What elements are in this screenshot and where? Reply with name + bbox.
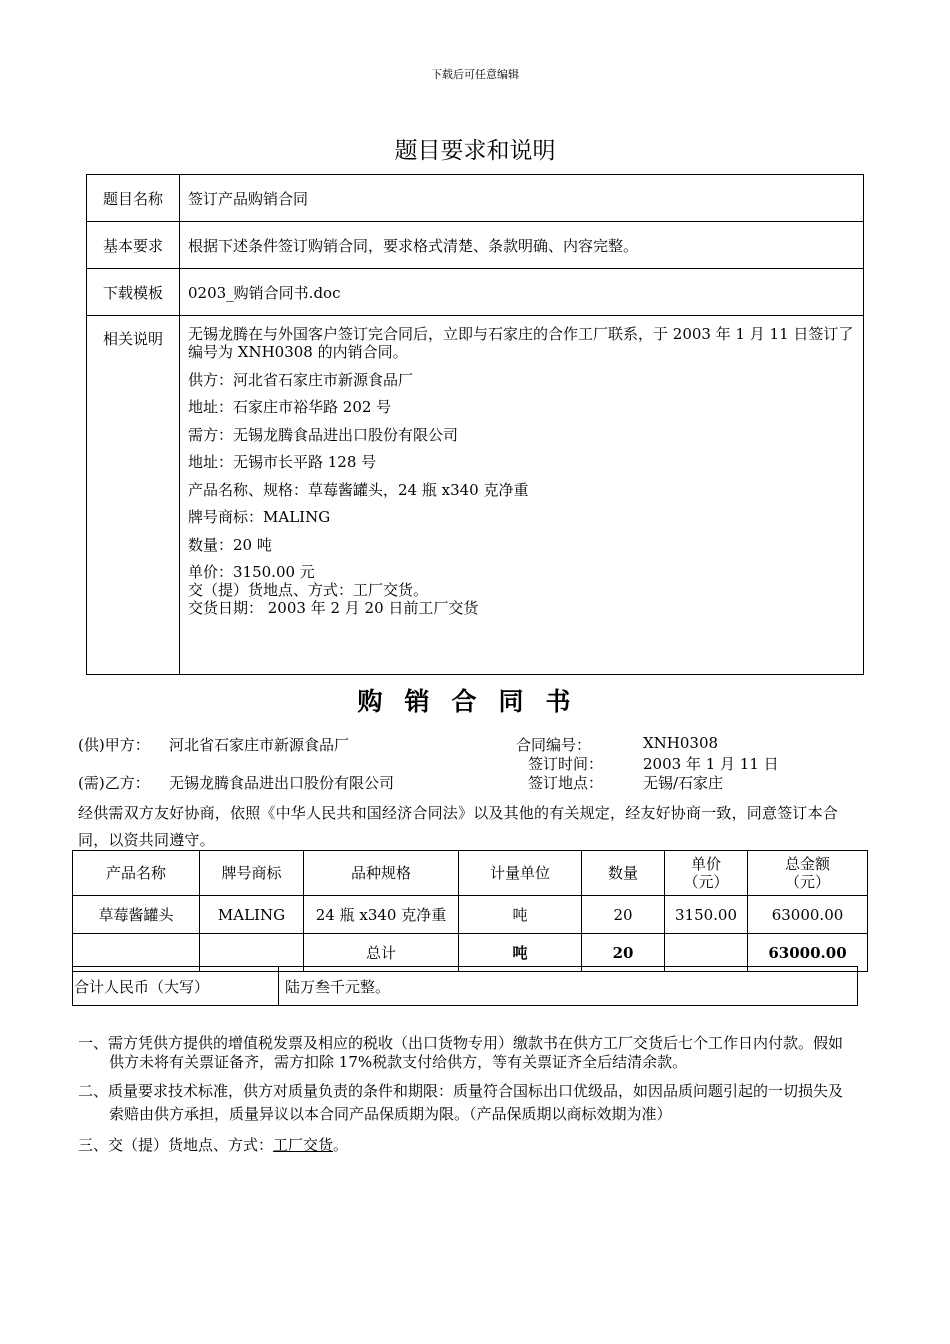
- sign-place: 无锡/石家庄: [643, 774, 724, 792]
- note-line: 地址：石家庄市裕华路 202 号: [188, 398, 392, 416]
- note-line: 数量：20 吨: [188, 535, 272, 554]
- row-key: 下载模板: [87, 269, 180, 316]
- table-header-row: [73, 851, 868, 896]
- table-row: [87, 316, 864, 675]
- header-cell: 总金额 （元）: [748, 851, 868, 896]
- note-line: 单价：3150.00 元: [188, 563, 315, 581]
- contract-intro: 经供需双方友好协商，依照《中华人民共和国经济合同法》以及其他的有关规定，经友好协商一致，同意签订本合同，以资共同遵守。: [78, 804, 839, 849]
- party-b-label: (需)乙方：: [78, 774, 150, 792]
- rmb-total-table: [72, 966, 858, 1006]
- row-key: 基本要求: [87, 222, 180, 269]
- table-cell: MALING: [200, 896, 304, 934]
- term-3-prefix: 三、交（提）货地点、方式：: [78, 1136, 274, 1154]
- term-3-suffix: 。: [333, 1136, 349, 1154]
- row-value: 根据下述条件签订购销合同，要求格式清楚、条款明确、内容完整。: [180, 222, 864, 269]
- row-key: 相关说明: [87, 316, 180, 675]
- table-row: [87, 222, 864, 269]
- note-line: 需方：无锡龙腾食品进出口股份有限公司: [188, 425, 459, 444]
- table-cell: 63000.00: [748, 896, 868, 934]
- header-cell: 产品名称: [73, 851, 200, 896]
- sign-place-label: 签订地点：: [528, 774, 604, 792]
- party-a-label: (供)甲方：: [78, 736, 150, 754]
- contract-no-label: 合同编号：: [516, 736, 592, 754]
- note-line: 供方：河北省石家庄市新源食品厂: [188, 370, 414, 389]
- table-cell: 3150.00: [665, 896, 748, 934]
- notes-cell: [180, 316, 864, 675]
- table-row: [73, 967, 858, 1006]
- term-item: 二、质量要求技术标准，供方对质量负责的条件和期限：质量符合国标出口优级品，如因品质问题引起的一切损失及索赔由供方承担，质量异议以本合同产品保质期为限。（产品保质期以商标效期为准）: [78, 1082, 844, 1123]
- row-value: 签订产品购销合同: [180, 175, 864, 222]
- header-cell: 品种规格: [304, 851, 459, 896]
- sign-date-label: 签订时间：: [528, 755, 604, 773]
- sign-date: 2003 年 1 月 11 日: [643, 755, 779, 773]
- party-a-name: 河北省石家庄市新源食品厂: [169, 736, 350, 754]
- product-table: [72, 850, 868, 972]
- note-line: 地址：无锡市长平路 128 号: [188, 453, 377, 471]
- header-cell: 计量单位: [459, 851, 582, 896]
- header-cell: 数量: [582, 851, 665, 896]
- rmb-value: 陆万叁千元整。: [279, 967, 858, 1006]
- party-b-name: 无锡龙腾食品进出口股份有限公司: [169, 774, 395, 792]
- table-row: [73, 896, 868, 934]
- total-unit: 吨: [459, 934, 582, 972]
- note-line: 交（提）货地点、方式：工厂交货。: [188, 581, 429, 599]
- row-key: 题目名称: [87, 175, 180, 222]
- header-cell: 单价 （元）: [665, 851, 748, 896]
- requirements-table: [86, 174, 864, 675]
- total-quantity: 20: [582, 934, 665, 972]
- total-label: 总计: [304, 934, 459, 972]
- table-row: [87, 175, 864, 222]
- contract-no: XNH0308: [643, 734, 719, 752]
- note-line: 无锡龙腾在与外国客户签订完合同后，立即与石家庄的合作工厂联系，于 2003 年 1 月 11 日签订了编号为 XNH0308 的内销合同。: [188, 325, 854, 361]
- table-cell: 草莓酱罐头: [73, 896, 200, 934]
- note-line: 牌号商标：MALING: [188, 508, 331, 526]
- note-line: 交货日期： 2003 年 2 月 20 日前工厂交货: [188, 599, 479, 617]
- header-cell: 牌号商标: [200, 851, 304, 896]
- table-cell: 24 瓶 x340 克净重: [304, 896, 459, 934]
- total-amount: 63000.00: [748, 934, 868, 972]
- template-link[interactable]: 0203_购销合同书.doc: [180, 269, 864, 316]
- contract-title: 购销合同书: [357, 687, 593, 716]
- term-item: 一、需方凭供方提供的增值税发票及相应的税收（出口货物专用）缴款书在供方工厂交货后七个工作日内付款。假如供方未将有关票证备齐，需方扣除 17%税款支付给供方，等有关票证齐全后结清余款。: [78, 1034, 844, 1071]
- table-cell: 20: [582, 896, 665, 934]
- contract-terms: [78, 1034, 848, 1157]
- table-row: [87, 269, 864, 316]
- term-3-value: 工厂交货: [273, 1136, 334, 1154]
- header-note: 下载后可任意编辑: [431, 68, 519, 81]
- rmb-label: 合计人民币（大写）: [73, 967, 279, 1006]
- table-cell: 吨: [459, 896, 582, 934]
- note-line: 产品名称、规格：草莓酱罐头，24 瓶 x340 克净重: [188, 480, 529, 499]
- page-title: 题目要求和说明: [394, 138, 556, 164]
- term-item: [78, 1134, 848, 1157]
